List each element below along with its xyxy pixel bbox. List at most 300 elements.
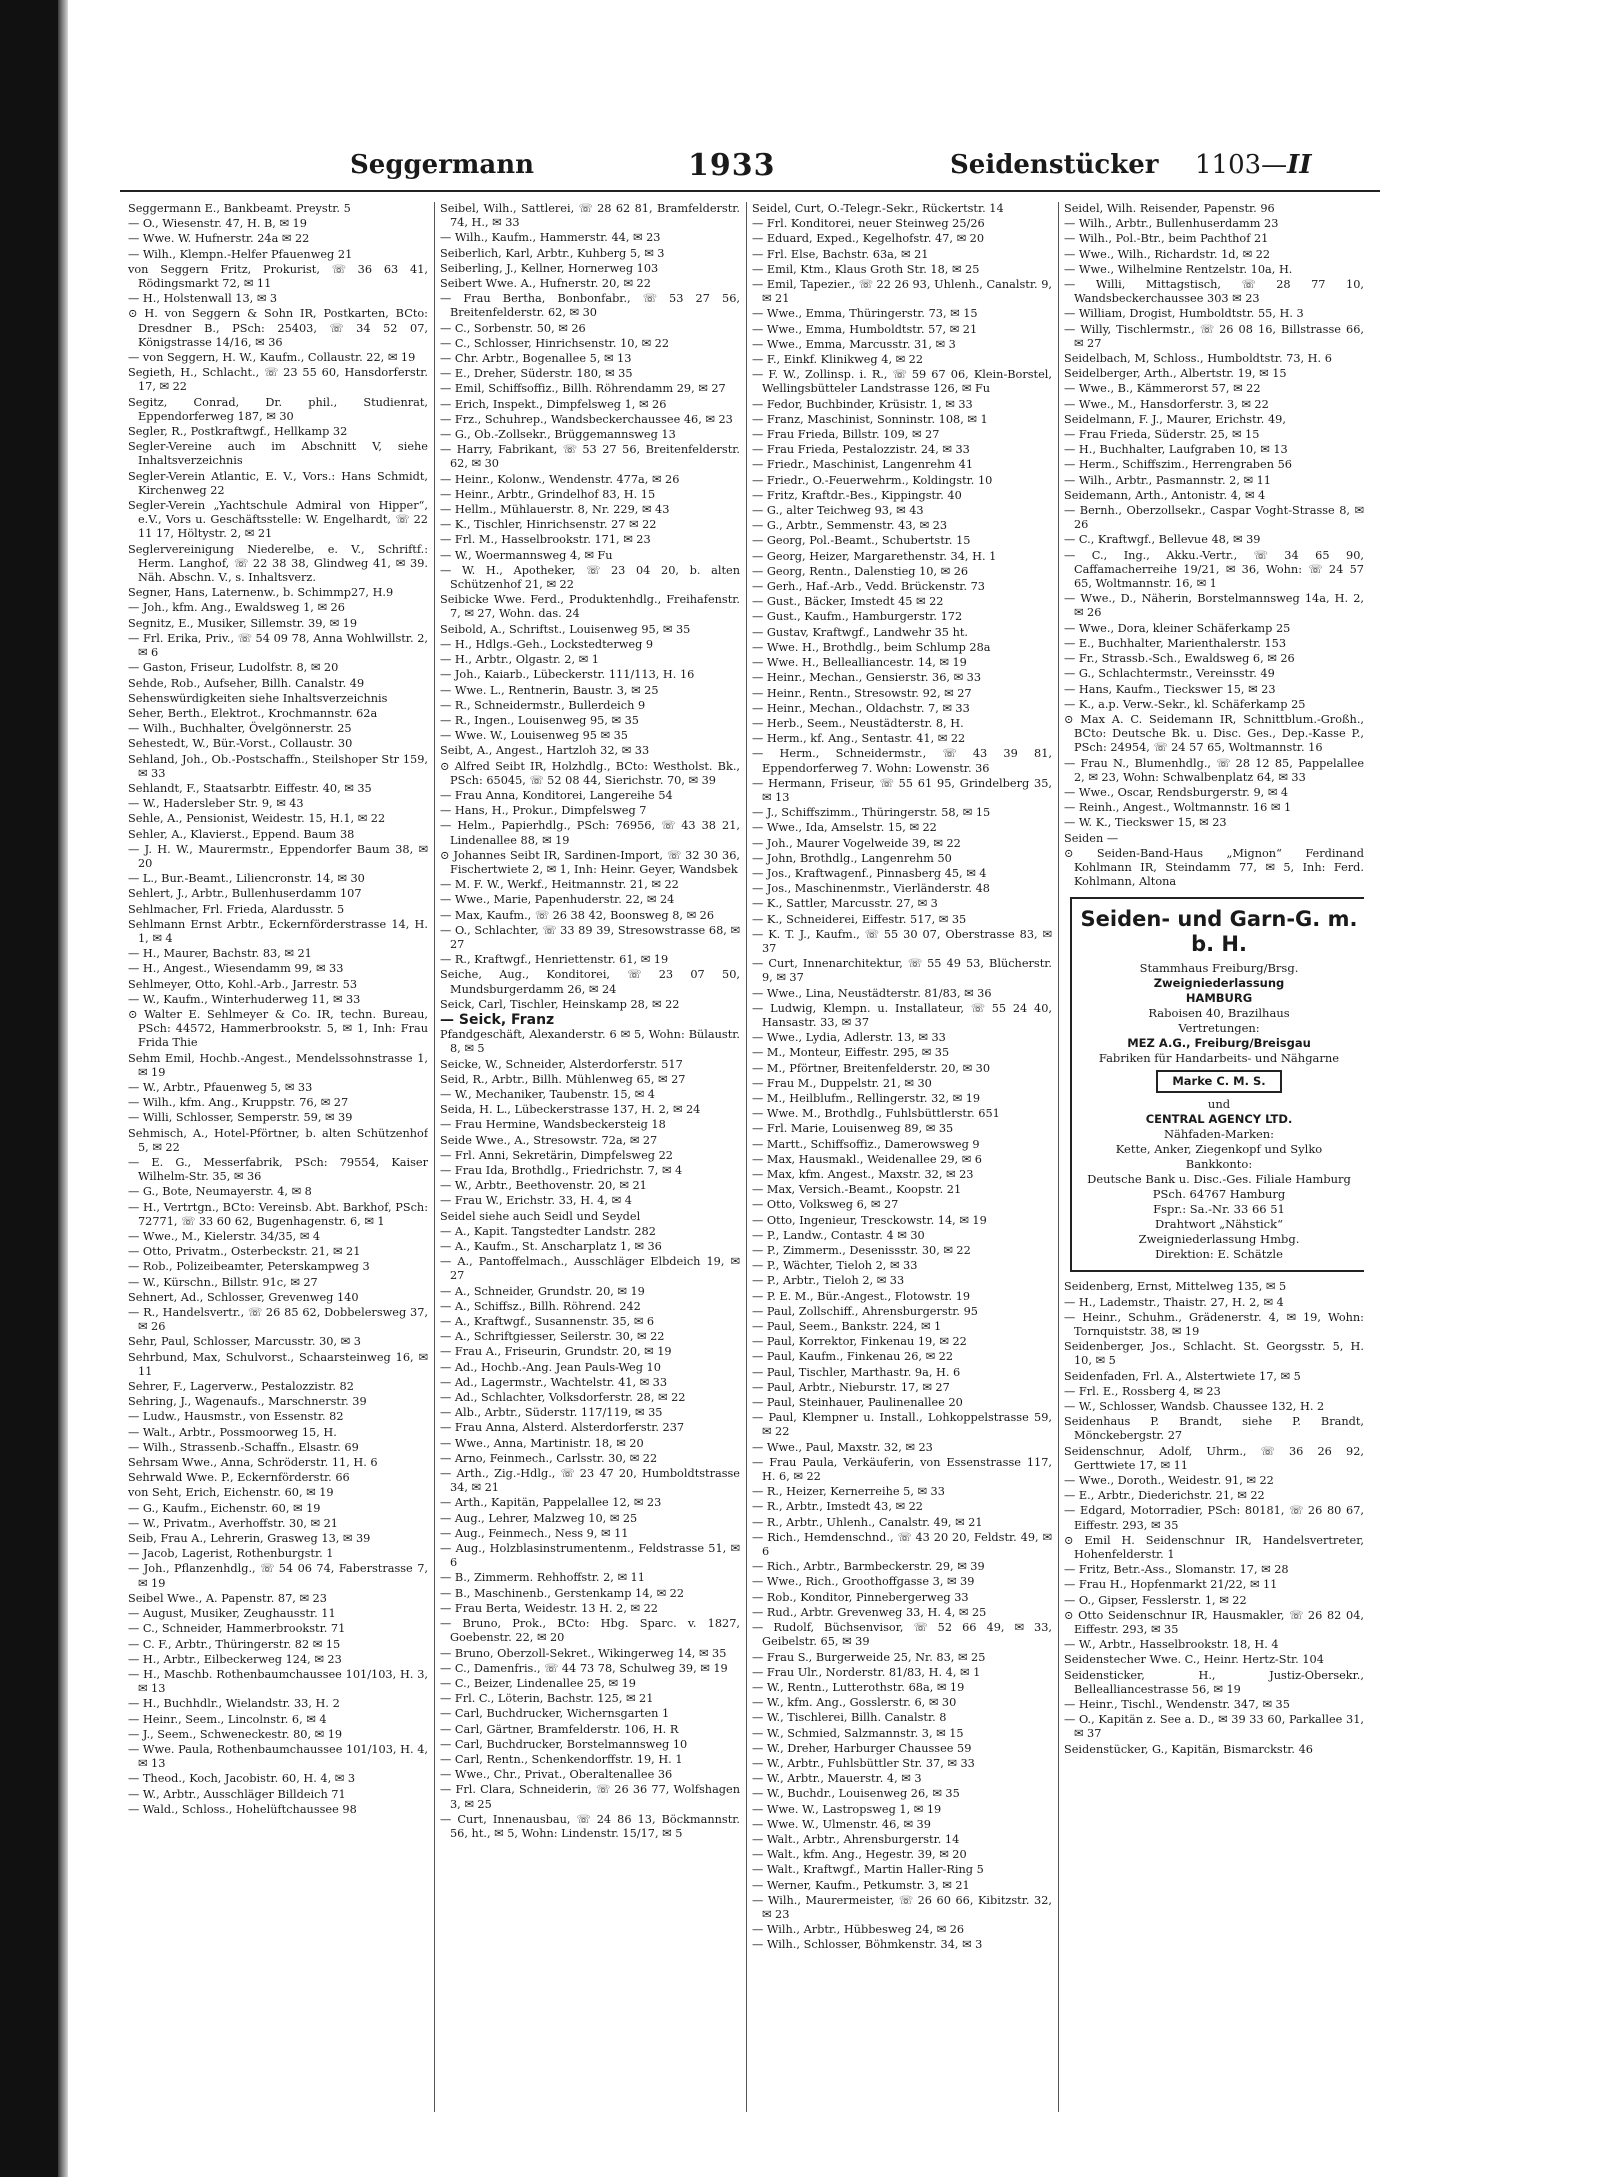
directory-entry: — Frau M., Duppelstr. 21, ✉ 30 xyxy=(752,1076,932,1090)
directory-entry: — E., Arbtr., Diederichstr. 21, ✉ 22 xyxy=(1064,1489,1265,1503)
directory-entry: — Fr., Strassb.-Sch., Ewaldsweg 6, ✉ 26 xyxy=(1064,652,1295,666)
directory-entry: Seib, Frau A., Lehrerin, Grasweg 13, ✉ 39 xyxy=(128,1532,371,1546)
directory-entry: — Paul, Zollschiff., Ahrensburgerstr. 95 xyxy=(752,1304,978,1318)
directory-entry: ⊙ Max A. C. Seidemann IR, Schnittblum.-Großh., BCto: Deutsche Bk. u. Disc. Ges., Dep.-Kasse P., PSch: 24954, ☏ 24 57 65, Woltmannstr. 16 xyxy=(1064,712,1364,755)
directory-entry: — Gerh., Haf.-Arb., Vedd. Brückenstr. 73 xyxy=(752,580,985,594)
directory-entry: — Wilh., Arbtr., Pasmannstr. 2, ✉ 11 xyxy=(1064,473,1271,487)
directory-entry: Seiden — xyxy=(1064,831,1119,845)
directory-entry: — Bernh., Oberzollsekr., Caspar Voght-Strasse 8, ✉ 26 xyxy=(1064,504,1364,532)
directory-entry: — Wwe., Dora, kleiner Schäferkamp 25 xyxy=(1064,621,1291,635)
directory-entry: — H., Maschb. Rothenbaumchaussee 101/103, H. 3, ✉ 13 xyxy=(128,1667,428,1696)
directory-entry: — K., Tischler, Hinrichsenstr. 27 ✉ 22 xyxy=(440,518,657,532)
directory-entry: Segner, Hans, Laternenw., b. Schimmp27, H.9 xyxy=(128,586,394,600)
directory-entry: — E., Dreher, Süderstr. 180, ✉ 35 xyxy=(440,367,633,381)
directory-entry: — A., Schriftgiesser, Seilerstr. 30, ✉ 22 xyxy=(440,1330,665,1344)
directory-entry: — Frl. Erika, Priv., ☏ 54 09 78, Anna Wohlwillstr. 2, ✉ 6 xyxy=(128,631,428,660)
directory-entry: — Otto, Ingenieur, Tresckowstr. 14, ✉ 19 xyxy=(752,1213,987,1227)
directory-entry: — Wilh., Buchhalter, Övelgönnerstr. 25 xyxy=(128,722,352,736)
directory-entry: Sehlmacher, Frl. Frieda, Alardusstr. 5 xyxy=(128,902,345,916)
directory-entry: — A., Schneider, Grundstr. 20, ✉ 19 xyxy=(440,1284,645,1298)
directory-entry: — von Seggern, H. W., Kaufm., Collaustr. 22, ✉ 19 xyxy=(128,351,416,365)
directory-entry: — H., Maurer, Bachstr. 83, ✉ 21 xyxy=(128,947,312,961)
directory-entry: — J., Seem., Schweneckestr. 80, ✉ 19 xyxy=(128,1727,343,1741)
directory-entry: — J., Schiffszimm., Thüringerstr. 58, ✉ 15 xyxy=(752,806,991,820)
directory-entry: — Wilh., Strassenb.-Schaffn., Elsastr. 69 xyxy=(128,1440,359,1454)
directory-entry: — C., Sorbenstr. 50, ✉ 26 xyxy=(440,321,586,335)
directory-entry: — Rob., Konditor, Pinnebergerweg 33 xyxy=(752,1590,969,1604)
directory-entry: — H., Buchhalter, Laufgraben 10, ✉ 13 xyxy=(1064,443,1288,457)
directory-entry: — Gust., Bäcker, Imstedt 45 ✉ 22 xyxy=(752,595,944,609)
directory-entry: Seidelmann, F. J., Maurer, Erichstr. 49, xyxy=(1064,412,1286,426)
directory-entry: — Arth., Kapitän, Pappelallee 12, ✉ 23 xyxy=(440,1496,662,1510)
directory-entry: — G., Kaufm., Eichenstr. 60, ✉ 19 xyxy=(128,1501,321,1515)
directory-entry: — Heinr., Schuhm., Grädenerstr. 4, ✉ 19, Wohn: Tornquiststr. 38, ✉ 19 xyxy=(1064,1310,1364,1338)
directory-entry: — Herb., Seem., Neustädterstr. 8, H. xyxy=(752,716,964,730)
directory-entry: Sehrsam Wwe., Anna, Schröderstr. 11, H. 6 xyxy=(128,1456,378,1470)
directory-entry: — Heinr., Seem., Lincolnstr. 6, ✉ 4 xyxy=(128,1712,327,1726)
directory-entry: Seiche, Aug., Konditorei, ☏ 23 07 50, Mundsburgerdamm 26, ✉ 24 xyxy=(440,968,740,996)
directory-entry: — Wwe., D., Näherin, Borstelmannsweg 14a, H. 2, ✉ 26 xyxy=(1064,592,1364,620)
directory-entry: — Carl, Gärtner, Bramfelderstr. 106, H. R xyxy=(440,1722,679,1736)
directory-entry: — Wwe., Wilhelmine Rentzelstr. 10a, H. xyxy=(1064,262,1293,276)
directory-entry: Segler, R., Postkraftwgf., Hellkamp 32 xyxy=(128,425,348,439)
directory-entry: — Arth., Zig.-Hdlg., ☏ 23 47 20, Humboldtstrasse 34, ✉ 21 xyxy=(440,1467,740,1495)
directory-entry: — E., Buchhalter, Marienthalerstr. 153 xyxy=(1064,636,1287,650)
directory-entry: — R., Arbtr., Imstedt 43, ✉ 22 xyxy=(752,1500,923,1514)
directory-entry: — Frau S., Burgerweide 25, Nr. 83, ✉ 25 xyxy=(752,1650,986,1664)
directory-entry: — Rud., Arbtr. Grevenweg 33, H. 4, ✉ 25 xyxy=(752,1605,987,1619)
directory-entry: — H., Arbtr., Eilbeckerweg 124, ✉ 23 xyxy=(128,1652,342,1666)
directory-entry: — Aug., Holzblasinstrumentenm., Feldstrasse 51, ✉ 6 xyxy=(440,1542,740,1570)
directory-entry: — Emil, Ktm., Klaus Groth Str. 18, ✉ 25 xyxy=(752,262,980,276)
directory-entry: Seibold, A., Schriftst., Louisenweg 95, ✉ 35 xyxy=(440,622,691,636)
directory-entry: — Heinr., Arbtr., Grindelhof 83, H. 15 xyxy=(440,487,656,501)
entry-columns xyxy=(128,202,1378,2112)
header-last-entry: Seidenstücker xyxy=(950,150,1159,180)
directory-entry: von Seggern Fritz, Prokurist, ☏ 36 63 41, Rödingsmarkt 72, ✉ 11 xyxy=(128,262,428,291)
directory-entry: — Emil, Schiffsoffiz., Billh. Röhrendamm 29, ✉ 27 xyxy=(440,382,726,396)
directory-entry: — Werner, Kaufm., Petkumstr. 3, ✉ 21 xyxy=(752,1878,970,1892)
directory-entry: ⊙ Johannes Seibt IR, Sardinen-Import, ☏ 32 30 36, Fischertwiete 2, ✉ 1, Inh: Heinr. Geyer, Wandsbek xyxy=(440,848,740,876)
directory-entry: — Frz., Schuhrep., Wandsbeckerchaussee 46, ✉ 23 xyxy=(440,412,733,426)
page-number: 1103—II xyxy=(1195,150,1312,180)
directory-entry: — Hans, Kaufm., Tieckswег 15, ✉ 23 xyxy=(1064,682,1276,696)
directory-entry: Seidenstücker, G., Kapitän, Bismarckstr. 46 xyxy=(1064,1742,1313,1756)
ad-brand-box: Marke C. M. S. xyxy=(1156,1070,1281,1093)
directory-entry: — Carl, Rentn., Schenkendorffstr. 19, H. 1 xyxy=(440,1752,683,1766)
directory-entry: — Walt., kfm. Ang., Hegestr. 39, ✉ 20 xyxy=(752,1848,967,1862)
directory-entry: ⊙ Seiden-Band-Haus „Mignon“ Ferdinand Kohlmann IR, Steindamm 77, ✉ 5, Inh: Ferd. Kohlmann, Altona xyxy=(1064,846,1364,889)
directory-entry: Seidenstecher Wwe. C., Heinr. Hertz-Str. 104 xyxy=(1064,1653,1324,1667)
directory-entry: — R., Ingen., Louisenweg 95, ✉ 35 xyxy=(440,713,639,727)
ad-line: MEZ A.G., Freiburg/Breisgau xyxy=(1127,1036,1311,1051)
directory-entry: — Wwe., Doroth., Weidestr. 91, ✉ 22 xyxy=(1064,1473,1274,1487)
ad-line: Zweigniederlassung Hmbg. xyxy=(1138,1232,1300,1247)
directory-entry: Sehlandt, F., Staatsarbtr. Eiffestr. 40, ✉ 35 xyxy=(128,781,372,795)
directory-entry: — W. K., Tieckswег 15, ✉ 23 xyxy=(1064,816,1227,830)
directory-entry: — Reinh., Angest., Woltmannstr. 16 ✉ 1 xyxy=(1064,801,1292,815)
directory-entry: — Eduard, Exped., Kegelhofstr. 47, ✉ 20 xyxy=(752,232,985,246)
directory-entry: — Wilh., Arbtr., Hübbesweg 24, ✉ 26 xyxy=(752,1923,965,1937)
directory-entry: — Wwe., Wilh., Richardstr. 1d, ✉ 22 xyxy=(1064,247,1271,261)
directory-entry: — Carl, Buchdrucker, Wichernsgarten 1 xyxy=(440,1707,670,1721)
directory-entry: — W., Arbtr., Fuhlsbüttler Str. 37, ✉ 33 xyxy=(752,1756,975,1770)
directory-entry: ⊙ Walter E. Sehlmeyer & Co. IR, techn. Bureau, PSch: 44572, Hammerbrookstr. 5, ✉ 1, Inh: Frau Frida Thie xyxy=(128,1007,428,1050)
directory-entry: Sehrer, F., Lagerverw., Pestalozzistr. 82 xyxy=(128,1380,354,1394)
directory-entry: — Franz, Maschinist, Sonninstr. 108, ✉ 1 xyxy=(752,412,988,426)
book-spine xyxy=(0,0,58,2177)
directory-entry: — R., Kraftwgf., Henriettenstr. 61, ✉ 19 xyxy=(440,953,669,967)
directory-entry: — Jos., Maschinenmstr., Vierländerstr. 48 xyxy=(752,882,990,896)
directory-entry: — R., Schneidermstr., Bullerdeich 9 xyxy=(440,698,646,712)
directory-entry: — Wwe., Anna, Martinistr. 18, ✉ 20 xyxy=(440,1436,644,1450)
directory-entry: — Bruno, Oberzoll-Sekret., Wikingerweg 14, ✉ 35 xyxy=(440,1646,727,1660)
directory-entry: — C., Schlosser, Hinrichsenstr. 10, ✉ 22 xyxy=(440,336,670,350)
directory-entry: — Wwe. W. Hufnerstr. 24a ✉ 22 xyxy=(128,232,310,246)
directory-entry: — Ad., Lagermstr., Wachtelstr. 41, ✉ 33 xyxy=(440,1375,668,1389)
column-divider xyxy=(434,202,435,2112)
directory-entry: — J. H. W., Maurermstr., Eppendorfer Baum 38, ✉ 20 xyxy=(128,842,428,870)
directory-entry: — Bruno, Prok., BCto: Hbg. Sparc. v. 1827, Goebenstr. 22, ✉ 20 xyxy=(440,1617,740,1645)
directory-entry: — Max, Kaufm., ☏ 26 38 42, Boonsweg 8, ✉ 26 xyxy=(440,908,715,922)
directory-entry: — Wwe. Paula, Rothenbaumchaussee 101/103, H. 4, ✉ 13 xyxy=(128,1742,428,1771)
directory-entry: — A., Schiffsz., Billh. Röhrend. 242 xyxy=(440,1299,641,1313)
directory-entry: — Wwe., Lydia, Adlerstr. 13, ✉ 33 xyxy=(752,1031,946,1045)
directory-entry: — Frl. Marie, Louisenweg 89, ✉ 35 xyxy=(752,1122,954,1136)
ad-lines-2 xyxy=(1078,1097,1360,1262)
directory-entry: Sehrwald Wwe. P., Eckernförderstr. 66 xyxy=(128,1471,350,1485)
directory-entry: Sehestedt, W., Bür.-Vorst., Collaustr. 30 xyxy=(128,737,353,751)
directory-entry: — M., Heilblufm., Rellingerstr. 32, ✉ 19 xyxy=(752,1091,981,1105)
directory-entry: — Jacob, Lagerist, Rothenburgstr. 1 xyxy=(128,1547,334,1561)
directory-entry: — C., Kraftwgf., Bellevue 48, ✉ 39 xyxy=(1064,533,1261,547)
directory-entry: — Wilh., Schlosser, Böhmkenstr. 34, ✉ 3 xyxy=(752,1938,983,1952)
directory-entry: — Joh., kfm. Ang., Ewaldsweg 1, ✉ 26 xyxy=(128,601,345,615)
directory-entry: — C., Schneider, Hammerbrookstr. 71 xyxy=(128,1622,346,1636)
directory-entry: — Ad., Schlachter, Volksdorferstr. 28, ✉ 22 xyxy=(440,1391,686,1405)
directory-entry: — M., Pförtner, Breitenfelderstr. 20, ✉ 30 xyxy=(752,1061,991,1075)
directory-entry: — Frl. Else, Bachstr. 63a, ✉ 21 xyxy=(752,247,929,261)
directory-entry: — H., Hdlgs.-Geh., Lockstedterweg 9 xyxy=(440,637,654,651)
directory-entry: Seick, Carl, Tischler, Heinskamp 28, ✉ 22 xyxy=(440,997,680,1011)
directory-entry: — W., kfm. Ang., Gosslerstr. 6, ✉ 30 xyxy=(752,1696,957,1710)
directory-entry: — K., Sattler, Marcusstr. 27, ✉ 3 xyxy=(752,897,938,911)
directory-entry: — Wwe., Chr., Privat., Oberaltenallee 36 xyxy=(440,1768,673,1782)
directory-entry: — K., Schneiderei, Eiffestr. 517, ✉ 35 xyxy=(752,912,967,926)
directory-entry: — Rob., Polizeibeamter, Peterskampweg 3 xyxy=(128,1260,370,1274)
directory-entry: — P., Wächter, Tieloh 2, ✉ 33 xyxy=(752,1259,918,1273)
directory-entry: — Frl. E., Rossberg 4, ✉ 23 xyxy=(1064,1384,1221,1398)
directory-entry: — Wilh., kfm. Ang., Kruppstr. 76, ✉ 27 xyxy=(128,1096,349,1110)
directory-entry: — W., Buchdr., Louisenweg 26, ✉ 35 xyxy=(752,1787,960,1801)
directory-entry: — F., Einkf. Klinikweg 4, ✉ 22 xyxy=(752,353,924,367)
directory-entry: — Herm., kf. Ang., Sentastr. 41, ✉ 22 xyxy=(752,732,966,746)
directory-entry: — Friedr., Maschinist, Langenrehm 41 xyxy=(752,458,974,472)
directory-entry: — John, Brothdlg., Langenrehm 50 xyxy=(752,851,952,865)
directory-entry: Seidenschnur, Adolf, Uhrm., ☏ 36 26 92, Gerttwiete 17, ✉ 11 xyxy=(1064,1444,1364,1472)
directory-entry: — Aug., Lehrer, Malzweg 10, ✉ 25 xyxy=(440,1511,638,1525)
directory-entry: — Georg, Pol.-Beamt., Schubertstr. 15 xyxy=(752,534,971,548)
directory-entry: — Wwe., Emma, Marcusstr. 31, ✉ 3 xyxy=(752,337,956,351)
directory-entry: Sehle, A., Pensionist, Weidestr. 15, H.1, ✉ 22 xyxy=(128,812,386,826)
directory-entry: — Wwe., M., Kielerstr. 34/35, ✉ 4 xyxy=(128,1230,321,1244)
directory-entry: Segler-Verein „Yachtschule Admiral von Hipper“, e.V., Vors u. Geschäftsstelle: W. Engelhardt, ☏ 22 11 17, Höltystr. 2, ✉ 21 xyxy=(128,499,428,541)
directory-entry: — Herm., Schiffszim., Herrengraben 56 xyxy=(1064,458,1292,472)
directory-entry: — Curt, Innenarchitektur, ☏ 55 49 53, Blücherstr. 9, ✉ 37 xyxy=(752,957,1052,985)
column-2 xyxy=(440,202,740,2112)
ad-line: Zweigniederlassung xyxy=(1153,976,1285,991)
directory-entry: Sehlmann Ernst Arbtr., Eckernförderstrasse 14, H. 1, ✉ 4 xyxy=(128,917,428,945)
directory-entry: Seid, R., Arbtr., Billh. Mühlenweg 65, ✉ 27 xyxy=(440,1072,686,1086)
directory-entry: — W., Hadersleber Str. 9, ✉ 43 xyxy=(128,797,304,811)
directory-entry: — H., Vertrtgn., BCto: Vereinsb. Abt. Barkhof, PSch: 72771, ☏ 33 60 62, Bugenhagenstr. 6, ✉ 1 xyxy=(128,1200,428,1228)
directory-entry: — Otto, Volksweg 6, ✉ 27 xyxy=(752,1198,899,1212)
directory-entry: — Max, Versich.-Beamt., Koopstr. 21 xyxy=(752,1183,962,1197)
directory-entry: — Rudolf, Büchsenvisor, ☏ 52 66 49, ✉ 33, Geibelstr. 65, ✉ 39 xyxy=(752,1621,1052,1649)
ad-title: Seiden- und Garn-G. m. b. H. xyxy=(1080,907,1358,957)
directory-entry: — Paul, Arbtr., Nieburstr. 17, ✉ 27 xyxy=(752,1380,950,1394)
directory-entry: Sehnert, Ad., Schlosser, Grevenweg 140 xyxy=(128,1290,359,1304)
ad-line: und xyxy=(1207,1097,1231,1112)
directory-entry: — Frau Anna, Alsterd. Alsterdorferstr. 237 xyxy=(440,1421,685,1435)
ad-line: Deutsche Bank u. Disc.-Ges. Filiale Hamburg xyxy=(1087,1172,1351,1187)
directory-entry: Sehde, Rob., Aufseher, Billh. Canalstr. 49 xyxy=(128,676,365,690)
directory-entry: — Martt., Schiffsoffiz., Damerowsweg 9 xyxy=(752,1137,980,1151)
directory-entry: Seicke, W., Schneider, Alsterdorferstr. 517 xyxy=(440,1057,683,1071)
directory-entry: — Curt, Innenausbau, ☏ 24 86 13, Böckmannstr. 56, ht., ✉ 5, Wohn: Lindenstr. 15/17, ✉ 5 xyxy=(440,1812,740,1840)
directory-entry: Seide Wwe., A., Stresowstr. 72a, ✉ 27 xyxy=(440,1133,658,1147)
column-4-top xyxy=(1064,202,1364,889)
directory-entry: Seibel Wwe., A. Papenstr. 87, ✉ 23 xyxy=(128,1591,327,1605)
directory-entry: — Carl, Buchdrucker, Borstelmannsweg 10 xyxy=(440,1737,688,1751)
directory-entry: Seher, Berth., Elektrot., Krochmannstr. 62a xyxy=(128,706,378,720)
directory-entry: von Seht, Erich, Eichenstr. 60, ✉ 19 xyxy=(128,1486,334,1500)
directory-entry: — Wald., Schloss., Hohelüftchaussee 98 xyxy=(128,1802,357,1816)
directory-entry: Seglervereinigung Niederelbe, e. V., Schriftf.: Herm. Langhof, ☏ 22 38 38, Glindweg 41, ✉ 39. Näh. Abschn. V., s. Inhaltsverz. xyxy=(128,542,428,585)
directory-entry: — W., Kaufm., Winterhuderweg 11, ✉ 33 xyxy=(128,992,361,1006)
directory-entry: — Paul, Korrektor, Finkenau 19, ✉ 22 xyxy=(752,1335,967,1349)
directory-entry: Sehlmeyer, Otto, Kohl.-Arb., Jarrestr. 53 xyxy=(128,977,358,991)
ad-line: PSch. 64767 Hamburg xyxy=(1152,1187,1286,1202)
directory-entry: — Gaston, Friseur, Ludolfstr. 8, ✉ 20 xyxy=(128,661,339,675)
directory-entry: — Frau A., Friseurin, Grundstr. 20, ✉ 19 xyxy=(440,1345,672,1359)
ad-line: Raboisen 40, Brazilhaus xyxy=(1148,1006,1290,1021)
directory-entry: — R., Arbtr., Uhlenh., Canalstr. 49, ✉ 21 xyxy=(752,1515,983,1529)
directory-entry: — Paul, Tischler, Marthastr. 9a, H. 6 xyxy=(752,1365,961,1379)
directory-entry: — Ludwig, Klempn. u. Installateur, ☏ 55 24 40, Hansastr. 33, ✉ 37 xyxy=(752,1001,1052,1029)
directory-entry: ⊙ Alfred Seibt IR, Holzhdlg., BCto: Westholst. Bk., PSch: 65045, ☏ 52 08 44, Sierichstr. 70, ✉ 39 xyxy=(440,759,740,787)
directory-entry: — Frau Ida, Brothdlg., Friedrichstr. 7, ✉ 4 xyxy=(440,1164,683,1177)
directory-entry: — Wwe., Rich., Groothoffgasse 3, ✉ 39 xyxy=(752,1575,975,1589)
directory-entry: — Wwe., M., Hansdorferstr. 3, ✉ 22 xyxy=(1064,397,1269,411)
directory-entry: — G., Schlachtermstr., Vereinsstr. 49 xyxy=(1064,667,1275,681)
directory-entry: ⊙ Emil H. Seidenschnur IR, Handelsvertreter, Hohenfelderstr. 1 xyxy=(1064,1533,1364,1561)
directory-entry: — G., alter Teichweg 93, ✉ 43 xyxy=(752,504,924,518)
directory-entry: — W., Rentn., Lutterothstr. 68a, ✉ 19 xyxy=(752,1680,965,1694)
column-divider xyxy=(746,202,747,2112)
directory-entry: — Frau W., Erichstr. 33, H. 4, ✉ 4 xyxy=(440,1194,632,1208)
directory-entry: — Heinr., Mechan., Gensierstr. 36, ✉ 33 xyxy=(752,671,982,685)
directory-entry: — Wilh., Klempn.-Helfer Pfauenweg 21 xyxy=(128,247,353,261)
directory-entry: Seidenberger, Jos., Schlacht. St. Georgsstr. 5, H. 10, ✉ 5 xyxy=(1064,1340,1364,1368)
directory-entry: — Frau Paula, Verkäuferin, von Essenstrasse 117, H. 6, ✉ 22 xyxy=(752,1455,1052,1484)
directory-entry: — A., Kraftwgf., Susannenstr. 35, ✉ 6 xyxy=(440,1315,655,1329)
directory-entry: Sehland, Joh., Ob.-Postschaffn., Steilshoper Str 159, ✉ 33 xyxy=(128,752,428,780)
directory-entry: — Max, kfm. Angest., Maxstr. 32, ✉ 23 xyxy=(752,1168,974,1181)
directory-entry: — Max, Hausmakl., Weidenallee 29, ✉ 6 xyxy=(752,1152,982,1166)
directory-entry: — R., Heizer, Kernerreihe 5, ✉ 33 xyxy=(752,1485,945,1499)
directory-entry: Seibert Wwe. A., Hufnerstr. 20, ✉ 22 xyxy=(440,277,651,291)
directory-entry: — W., Woermannsweg 4, ✉ Fu xyxy=(440,548,613,562)
directory-page xyxy=(120,140,1380,2120)
directory-entry: — Rich., Hemdenschnd., ☏ 43 20 20, Feldstr. 49, ✉ 6 xyxy=(752,1530,1052,1559)
directory-entry: — Hans, H., Prokur., Dimpfelsweg 7 xyxy=(440,804,647,818)
directory-entry: — O., Schlachter, ☏ 33 89 39, Stresowstrasse 68, ✉ 27 xyxy=(440,923,740,951)
directory-entry: Segitz, Conrad, Dr. phil., Studienrat, Eppendorferweg 187, ✉ 30 xyxy=(128,395,428,423)
directory-entry: — W., Schmied, Salzmannstr. 3, ✉ 15 xyxy=(752,1726,964,1740)
ad-line: Kette, Anker, Ziegenkopf und Sylko xyxy=(1115,1142,1323,1157)
directory-entry: — Edgard, Motorradier, PSch: 80181, ☏ 26 80 67, Eiffestr. 293, ✉ 35 xyxy=(1064,1504,1364,1532)
ad-line: CENTRAL AGENCY LTD. xyxy=(1145,1112,1293,1127)
directory-entry: — Hermann, Friseur, ☏ 55 61 95, Grindelberg 35, ✉ 13 xyxy=(752,776,1052,804)
directory-entry: — Paul, Klempner u. Install., Lohkoppelstrasse 59, ✉ 22 xyxy=(752,1411,1052,1439)
ad-line: HAMBURG xyxy=(1185,991,1253,1006)
directory-entry: Seibt, A., Angest., Hartzloh 32, ✉ 33 xyxy=(440,744,650,758)
directory-entry: — H., Lademstr., Thaistr. 27, H. 2, ✉ 4 xyxy=(1064,1295,1284,1309)
directory-entry: — B., Zimmerm. Rehhoffstr. 2, ✉ 11 xyxy=(440,1571,645,1585)
directory-entry: — C. F., Arbtr., Thüringerstr. 82 ✉ 15 xyxy=(128,1637,341,1651)
directory-entry: — W., Arbtr., Mauerstr. 4, ✉ 3 xyxy=(752,1772,922,1786)
ad-line: Vertretungen: xyxy=(1178,1021,1260,1036)
directory-entry: — Willy, Tischlermstr., ☏ 26 08 16, Billstrasse 66, ✉ 27 xyxy=(1064,322,1364,350)
directory-entry: — Jos., Kraftwagenf., Pinnasberg 45, ✉ 4 xyxy=(752,866,987,880)
directory-entry: — W., Arbtr., Hasselbrookstr. 18, H. 4 xyxy=(1064,1638,1279,1652)
directory-entry: — H., Buchhdlr., Wielandstr. 33, H. 2 xyxy=(128,1697,340,1711)
directory-entry: — Heinr., Tischl., Wendenstr. 347, ✉ 35 xyxy=(1064,1698,1290,1712)
directory-entry: — Frau Hermine, Wandsbeckersteig 18 xyxy=(440,1118,666,1132)
ad-line: Fspr.: Sa.-Nr. 33 66 51 xyxy=(1153,1202,1285,1217)
directory-entry: — Helm., Papierhdlg., PSch: 76956, ☏ 43 38 21, Lindenallee 88, ✉ 19 xyxy=(440,819,740,847)
directory-entry: — Frl. Anni, Sekretärin, Dimpfelsweg 22 xyxy=(440,1148,673,1162)
directory-entry: — Gustav, Kraftwgf., Landwehr 35 ht. xyxy=(752,625,968,639)
directory-entry: — Wwe. M., Brothdlg., Fuhlsbüttlerstr. 651 xyxy=(752,1107,1000,1121)
directory-entry: Sehler, A., Klavierst., Eppend. Baum 38 xyxy=(128,827,355,841)
directory-entry: Pfandgeschäft, Alexanderstr. 6 ✉ 5, Wohn: Bülaustr. 8, ✉ 5 xyxy=(440,1028,740,1056)
directory-entry: Segnitz, E., Musiker, Sillemstr. 39, ✉ 19 xyxy=(128,616,358,630)
directory-entry: Seggermann E., Bankbeamt. Preystr. 5 xyxy=(128,202,351,215)
directory-entry: — Walt., Arbtr., Ahrensburgerstr. 14 xyxy=(752,1832,960,1846)
directory-entry: — M., Monteur, Eiffestr. 295, ✉ 35 xyxy=(752,1046,950,1060)
directory-entry: Sehmisch, A., Hotel-Pförtner, b. alten Schützenhof 5, ✉ 22 xyxy=(128,1126,428,1154)
directory-entry: — Willi, Schlosser, Semperstr. 59, ✉ 39 xyxy=(128,1111,353,1125)
directory-entry: Seiberlich, Karl, Arbtr., Kuhberg 5, ✉ 3 xyxy=(440,246,665,260)
column-divider xyxy=(1058,202,1059,2112)
directory-entry: — Emil, Tapezier., ☏ 22 26 93, Uhlenh., Canalstr. 9, ✉ 21 xyxy=(752,278,1052,306)
spine-shadow xyxy=(58,0,68,2177)
directory-entry: — P. E. M., Bür.-Angest., Flotowstr. 19 xyxy=(752,1289,971,1303)
directory-entry: Seidel, Wilh. Reisender, Papenstr. 96 xyxy=(1064,202,1275,215)
directory-entry: — Paul, Kaufm., Finkenau 26, ✉ 22 xyxy=(752,1350,954,1364)
directory-entry: — A., Pantoffelmach., Ausschläger Elbdeich 19, ✉ 27 xyxy=(440,1255,740,1283)
directory-entry: — W., Mechaniker, Taubenstr. 15, ✉ 4 xyxy=(440,1087,655,1101)
directory-entry: Seidenberg, Ernst, Mittelweg 135, ✉ 5 xyxy=(1064,1280,1287,1294)
directory-entry: — Frau Bertha, Bonbonfabr., ☏ 53 27 56, Breitenfelderstr. 62, ✉ 30 xyxy=(440,292,740,320)
directory-entry: — W., Dreher, Harburger Chaussee 59 xyxy=(752,1741,972,1755)
directory-entry: — H., Holstenwall 13, ✉ 3 xyxy=(128,292,278,306)
directory-entry: — L., Bur.-Beamt., Liliencronstr. 14, ✉ 30 xyxy=(128,872,365,886)
directory-entry: — W., Kürschn., Billstr. 91c, ✉ 27 xyxy=(128,1275,318,1289)
directory-entry: — Georg, Rentn., Dalenstieg 10, ✉ 26 xyxy=(752,564,969,578)
directory-entry: Sehring, J., Wagenaufs., Marschnerstr. 39 xyxy=(128,1395,367,1409)
directory-entry: — Wwe. L., Rentnerin, Baustr. 3, ✉ 25 xyxy=(440,683,659,697)
directory-entry: — Frau Frieda, Pestalozzistr. 24, ✉ 33 xyxy=(752,443,970,457)
directory-entry: — Georg, Heizer, Margarethenstr. 34, H. 1 xyxy=(752,549,997,563)
directory-entry: — Wilh., Maurermeister, ☏ 26 60 66, Kibitzstr. 32, ✉ 23 xyxy=(752,1893,1052,1921)
directory-entry: — W., Arbtr., Beethovenstr. 20, ✉ 21 xyxy=(440,1179,647,1193)
directory-entry: Seidelbach, M, Schloss., Humboldtstr. 73, H. 6 xyxy=(1064,352,1332,366)
directory-entry: — Frau H., Hopfenmarkt 21/22, ✉ 11 xyxy=(1064,1578,1278,1592)
directory-entry: — A., Kapit. Tangstedter Landstr. 282 xyxy=(440,1224,656,1238)
ad-line: Direktion: E. Schätzle xyxy=(1155,1247,1283,1262)
directory-entry: — Wwe., Emma, Thüringerstr. 73, ✉ 15 xyxy=(752,307,978,321)
directory-entry: — P., Landw., Contastr. 4 ✉ 30 xyxy=(752,1228,925,1242)
directory-entry: — E. G., Messerfabrik, PSch: 79554, Kaiser Wilhelm-Str. 35, ✉ 36 xyxy=(128,1156,428,1184)
directory-entry: — P., Zimmerm., Desenissstr. 30, ✉ 22 xyxy=(752,1244,971,1258)
directory-entry: — August, Musiker, Zeughausstr. 11 xyxy=(128,1607,336,1621)
directory-entry: — Heinr., Kolonw., Wendenstr. 477a, ✉ 26 xyxy=(440,472,680,486)
directory-entry: Seidel siehe auch Seidl und Seydel xyxy=(440,1209,641,1223)
directory-entry: Segler-Verein Atlantic, E. V., Vors.: Hans Schmidt, Kirchenweg 22 xyxy=(128,469,428,497)
directory-entry: — Heinr., Mechan., Oldachstr. 7, ✉ 33 xyxy=(752,701,970,715)
directory-entry: — G., Bote, Neumayerstr. 4, ✉ 8 xyxy=(128,1185,312,1199)
directory-entry: Sehlert, J., Arbtr., Bullenhuserdamm 107 xyxy=(128,887,362,901)
directory-entry: — Frau Berta, Weidestr. 13 H. 2, ✉ 22 xyxy=(440,1601,658,1615)
directory-entry: — Fedor, Buchbinder, Krüsistr. 1, ✉ 33 xyxy=(752,397,973,411)
directory-entry: — B., Maschinenb., Gerstenkamp 14, ✉ 22 xyxy=(440,1586,685,1600)
directory-entry: Seidelberger, Arth., Albertstr. 19, ✉ 15 xyxy=(1064,367,1287,381)
directory-entry: — Joh., Kaiarb., Lübeckerstr. 111/113, H. 16 xyxy=(440,668,695,682)
directory-entry: — Wilh., Arbtr., Bullenhuserdamm 23 xyxy=(1064,217,1279,231)
directory-entry: Seida, H. L., Lübeckerstrasse 137, H. 2, ✉ 24 xyxy=(440,1103,701,1117)
directory-entry: — Ad., Hochb.-Ang. Jean Pauls-Weg 10 xyxy=(440,1360,661,1374)
ad-line: Drahtwort „Nähstick“ xyxy=(1155,1217,1283,1232)
advertisement-box xyxy=(1070,897,1364,1272)
page-header xyxy=(120,140,1380,192)
directory-entry: — Walt., Kraftwgf., Martin Haller-Ring 5 xyxy=(752,1863,984,1877)
directory-entry: — Wwe., Paul, Maxstr. 32, ✉ 23 xyxy=(752,1440,933,1454)
directory-entry: — G., Ob.-Zollsekr., Brüggemannsweg 13 xyxy=(440,428,676,442)
directory-entry: Sehm Emil, Hochb.-Angest., Mendelssohnstrasse 1, ✉ 19 xyxy=(128,1051,428,1079)
ad-line: Stammhaus Freiburg/Brsg. xyxy=(1139,961,1299,976)
directory-entry: — Wwe., B., Kämmerorst 57, ✉ 22 xyxy=(1064,382,1261,396)
directory-entry: Sehr, Paul, Schlosser, Marcusstr. 30, ✉ 3 xyxy=(128,1335,361,1349)
header-first-entry: Seggermann xyxy=(350,150,535,180)
directory-entry: — Paul, Seem., Bankstr. 224, ✉ 1 xyxy=(752,1320,942,1334)
directory-entry: — Wwe. H., Brothdlg., beim Schlump 28a xyxy=(752,640,991,654)
directory-entry: — Seick, Franz xyxy=(440,1011,555,1028)
column-4-bottom xyxy=(1064,1280,1364,1757)
directory-entry: — C., Beizer, Lindenallee 25, ✉ 19 xyxy=(440,1676,636,1690)
directory-entry: — Wwe., Lina, Neustädterstr. 81/83, ✉ 36 xyxy=(752,986,992,1000)
directory-entry: — M. F. W., Werkf., Heitmannstr. 21, ✉ 22 xyxy=(440,878,679,892)
directory-entry: Seidensticker, H., Justiz-Obersekr., Bellealliancestrasse 56, ✉ 19 xyxy=(1064,1668,1364,1696)
directory-entry: — Wwe. W., Ulmenstr. 46, ✉ 39 xyxy=(752,1817,931,1831)
directory-entry: — O., Kapitän z. See a. D., ✉ 39 33 60, Parkallee 31, ✉ 37 xyxy=(1064,1713,1364,1741)
ad-line: Nähfaden-Marken: xyxy=(1163,1127,1275,1142)
directory-entry: — Fritz, Betr.-Ass., Slomanstr. 17, ✉ 28 xyxy=(1064,1563,1289,1577)
directory-entry: — R., Handelsvertr., ☏ 26 85 62, Dobbelersweg 37, ✉ 26 xyxy=(128,1306,428,1334)
directory-entry: — Frau Frieda, Billstr. 109, ✉ 27 xyxy=(752,428,940,442)
